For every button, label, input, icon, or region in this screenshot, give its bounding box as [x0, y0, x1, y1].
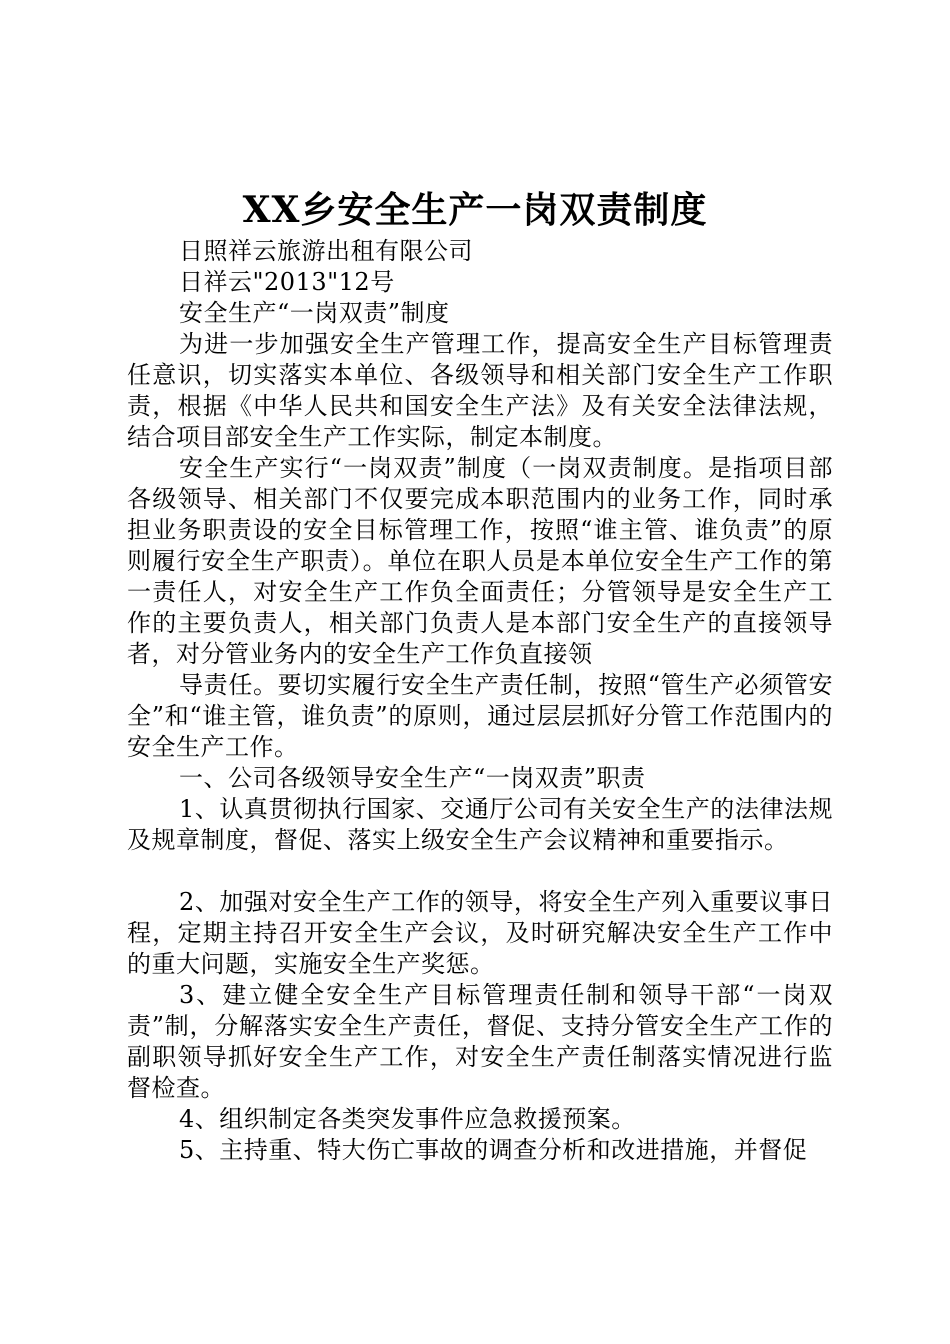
paragraph-definition: 安全生产实行“一岗双责”制度（一岗双责制度。是指项目部各级领导、相关部门不仅要完成本职范围内的业务工作，同时承担业务职责设的安全目标管理工作，按照“谁主管、谁负责”的原则履行安全生产职责）。单位在职人员是本单位安全生产工作的第一责任人，对安全生产工作负全面责任；分管领导是安全生产工作的主要负责人，相关部门负责人是本部门安全生产的直接领导者，对分管业务内的安全生产工作负直接领	[127, 454, 833, 668]
section-heading-1: 一、公司各级领导安全生产“一岗双责”职责	[179, 764, 646, 792]
list-item-5: 5、主持重、特大伤亡事故的调查分析和改进措施，并督促	[179, 1136, 808, 1164]
paragraph-intro: 为进一步加强安全生产管理工作，提高安全生产目标管理责任意识，切实落实本单位、各级领导和相关部门安全生产工作职责，根据《中华人民共和国安全生产法》及有关安全法律法规，结合项目部安全生产工作实际，制定本制度。	[127, 330, 833, 451]
document-title: XX乡安全生产一岗双责制度	[242, 189, 708, 231]
list-item-1: 1、认真贯彻执行国家、交通厅公司有关安全生产的法律法规及规章制度，督促、落实上级安全生产会议精神和重要指示。	[127, 795, 833, 854]
company-name: 日照祥云旅游出租有限公司	[179, 237, 473, 265]
document-subtitle: 安全生产“一岗双责”制度	[179, 299, 450, 327]
list-item-3: 3、建立健全安全生产目标管理责任制和领导干部“一岗双责”制，分解落实安全生产责任，督促、支持分管安全生产工作的副职领导抓好安全生产工作，对安全生产责任制落实情况进行监督检查。	[127, 981, 833, 1102]
list-item-2: 2、加强对安全生产工作的领导，将安全生产列入重要议事日程，定期主持召开安全生产会议，及时研究解决安全生产工作中的重大问题，实施安全生产奖惩。	[127, 888, 833, 978]
document-body	[127, 236, 833, 1166]
paragraph-responsibility: 导责任。要切实履行安全生产责任制，按照“管生产必须管安全”和“谁主管，谁负责”的原则，通过层层抓好分管工作范围内的安全生产工作。	[127, 671, 833, 761]
paragraph-gap	[127, 856, 833, 887]
document-number: 日祥云"2013"12号	[179, 268, 395, 296]
list-item-4: 4、组织制定各类突发事件应急救援预案。	[179, 1105, 636, 1133]
